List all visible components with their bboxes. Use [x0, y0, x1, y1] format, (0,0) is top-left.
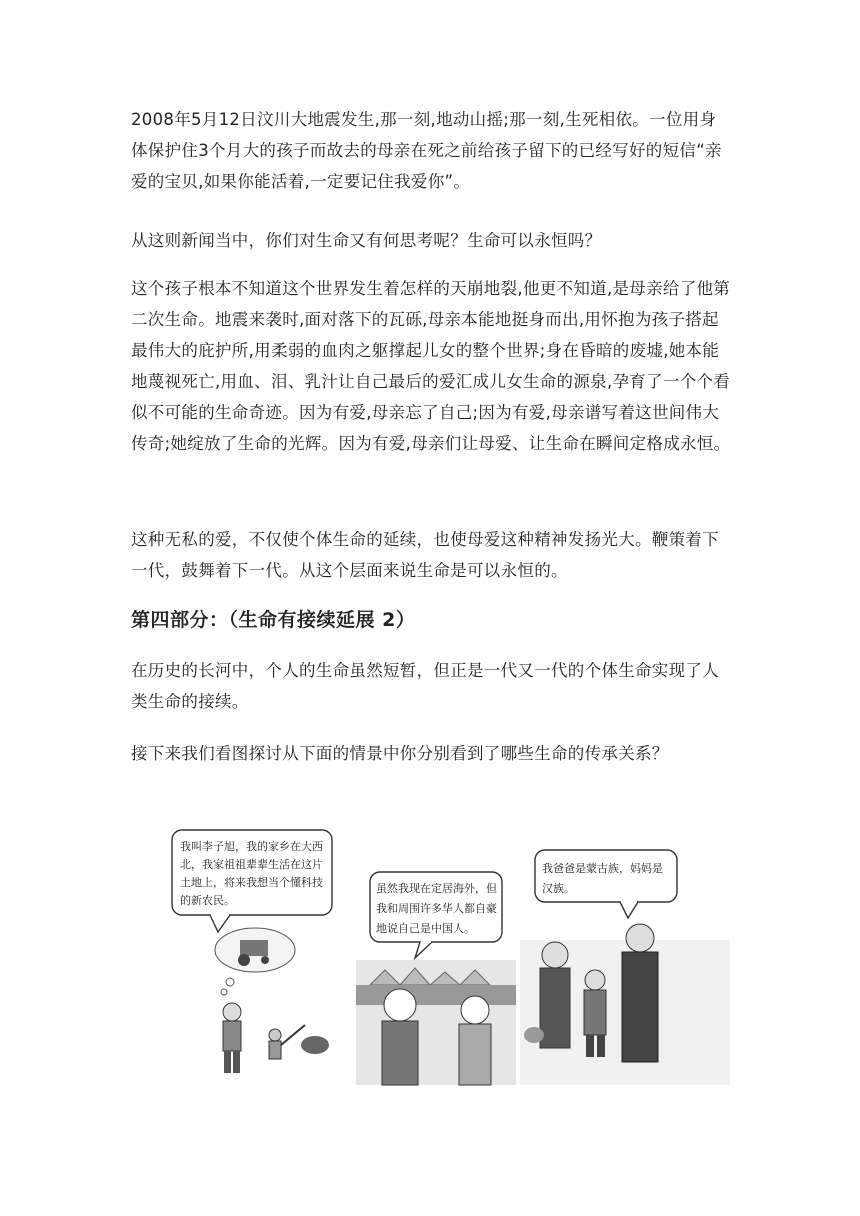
bubble-3-line-1: 我爸爸是蒙古族，妈妈是: [542, 862, 663, 875]
bubble-1-line-2: 北，我家祖祖辈辈生活在这片: [180, 858, 323, 871]
bubble-2-line-1: 虽然我现在定居海外，但: [376, 882, 497, 895]
paragraph-history: 在历史的长河中，个人的生命虽然短暂，但正是一代又一代的个体生命实现了人类生命的接续。: [131, 661, 719, 711]
bubble-1-line-3: 土地上，将来我想当个懂科技: [180, 876, 323, 889]
paragraph-eternal-life: 这种无私的爱，不仅使个体生命的延续，也使母爱这种精神发扬光大。鞭策着下一代，鼓舞着下一代。从这个层面来说生命是可以永恒的。: [131, 530, 719, 580]
comic-illustration: [170, 820, 730, 1090]
bubble-3-line-2: 汉族。: [542, 882, 575, 895]
paragraph-mother-love: 这个孩子根本不知道这个世界发生着怎样的天崩地裂,他更不知道,是母亲给了他第二次生命。地震来袭时,面对落下的瓦砾,母亲本能地挺身而出,用怀抱为孩子搭起最伟大的庇护所,用柔弱的血肉之躯撑起儿女的整个世界;身在昏暗的废墟,她本能地蔑视死亡,用血、泪、乳汁让自己最后的爱汇成儿女生命的源泉,孕育了一个个看似不可能的生命奇迹。因为有爱,母亲忘了自己;因为有爱,母亲谱写着这世间伟大传奇;她绽放了生命的光辉。因为有爱,母亲们让母爱、让生命在瞬间定格成永恒。: [131, 279, 731, 453]
panel-overseas: [356, 872, 516, 1085]
bubble-1-line-1: 我叫李子旭，我的家乡在大西: [180, 840, 323, 853]
bubble-1-line-4: 的新农民。: [180, 894, 235, 907]
panel-farmer: [172, 830, 332, 1073]
panel-family: [520, 850, 730, 1085]
paragraph-question: 从这则新闻当中，你们对生命又有何思考呢？生命可以永恒吗？: [131, 231, 602, 250]
paragraph-discussion-prompt: 接下来我们看图探讨从下面的情景中你分别看到了哪些生命的传承关系？: [131, 744, 669, 763]
bubble-2-line-3: 地说自己是中国人。: [376, 922, 475, 935]
bubble-2-line-2: 我和周围许多华人都自豪: [376, 902, 497, 915]
paragraph-earthquake-news: 2008年5月12日汶川大地震发生,那一刻,地动山摇;那一刻,生死相依。一位用身体保护住3个月大的孩子而故去的母亲在死之前给孩子留下的已经写好的短信“亲爱的宝贝,如果你能活着,一定要记住我爱你”。: [131, 110, 722, 191]
section-heading: 第四部分：（生命有接续延展 2）: [131, 609, 416, 631]
